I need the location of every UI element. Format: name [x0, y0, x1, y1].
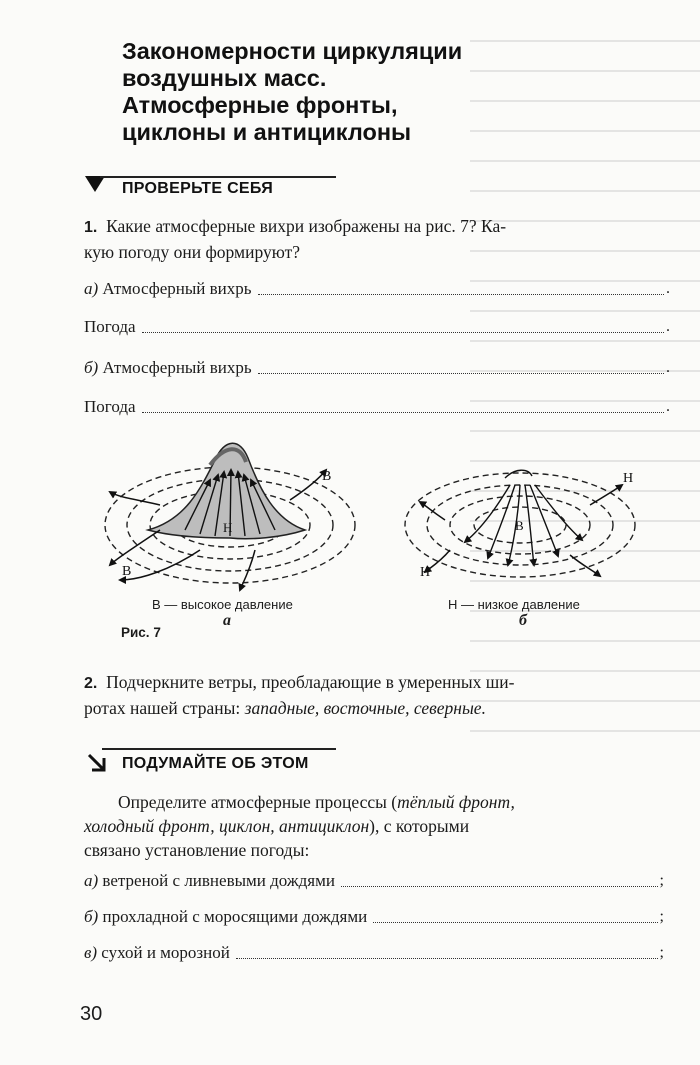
question-text-line2: ротах нашей страны:: [84, 698, 241, 718]
line-end: ;: [659, 908, 664, 925]
intro-text: Определите атмосферные процессы (: [118, 792, 398, 812]
figure-letter-a: а: [223, 612, 231, 629]
title-line-2: воздушных масс.: [122, 65, 327, 91]
answer-label: ветреной с ливневыми дождями: [102, 871, 335, 890]
question-number: 1.: [84, 219, 98, 236]
line-end: .: [666, 398, 670, 415]
answer-row-b-weather[interactable]: [84, 396, 670, 418]
answer-label: Погода: [84, 397, 136, 416]
answer-row-cool[interactable]: [84, 906, 664, 928]
line-end: ;: [659, 944, 664, 961]
item-marker: а): [84, 871, 99, 890]
line-end: .: [666, 359, 670, 376]
answer-row-windy[interactable]: [84, 870, 664, 892]
title-line-3: Атмосферные фронты,: [122, 92, 398, 118]
question-1: [84, 214, 674, 264]
anticyclone-diagram: [105, 443, 355, 590]
label-V-left: В: [122, 564, 132, 579]
answer-dotted-line[interactable]: [373, 921, 657, 923]
item-marker: в): [84, 943, 98, 962]
item-marker: б): [84, 358, 99, 377]
figure-label: Рис. 7: [121, 625, 161, 640]
title-line-4: циклоны и антициклоны: [122, 119, 412, 145]
page-number: 30: [80, 1003, 103, 1025]
label-V-right: В: [322, 469, 332, 484]
answer-label: сухой и морозной: [101, 943, 230, 962]
question-number: 2.: [84, 675, 98, 692]
figure-7-vortices: [90, 430, 670, 605]
answer-label: Погода: [84, 317, 136, 336]
answer-dotted-line[interactable]: [258, 372, 664, 374]
label-V-center: В: [515, 518, 524, 533]
answer-dotted-line[interactable]: [142, 331, 664, 333]
task-intro: [84, 790, 674, 862]
question-2: [84, 670, 674, 720]
answer-dotted-line[interactable]: [236, 957, 658, 959]
question-text-line2: кую погоду они формируют?: [84, 242, 300, 262]
label-N-dome: Н: [223, 520, 233, 535]
caption-low-pressure: Н — низкое давление: [448, 597, 580, 612]
intro-italic: холодный фронт, циклон, антициклон: [84, 816, 370, 836]
intro-text: ), с которыми: [369, 816, 470, 836]
cyclone-diagram: [405, 470, 635, 580]
section-rule: [102, 748, 336, 750]
answer-label: Атмосферный вихрь: [102, 358, 252, 377]
question-text-line1: Какие атмосферные вихри изображены на рис. 7? Ка-: [106, 216, 507, 236]
line-end: .: [666, 318, 670, 335]
caption-high-pressure: В — высокое давление: [152, 597, 293, 612]
section-rule: [100, 176, 336, 178]
wind-options[interactable]: западные, восточные, северные.: [244, 698, 486, 718]
title-line-1: Закономерности циркуляции: [122, 38, 463, 64]
page-title: [122, 38, 542, 146]
figure-letter-b: б: [519, 612, 527, 629]
answer-dotted-line[interactable]: [341, 885, 658, 887]
answer-dotted-line[interactable]: [142, 411, 664, 413]
answer-label: прохладной с моросящими дождями: [102, 907, 368, 926]
section-heading-think: ПОДУМАЙТЕ ОБ ЭТОМ: [122, 755, 309, 772]
question-text-line1: Подчеркните ветры, преобладающие в умеренных ши-: [106, 672, 515, 692]
answer-row-b-vortex[interactable]: [84, 357, 670, 379]
answer-dotted-line[interactable]: [258, 293, 664, 295]
label-N-left: Н: [420, 565, 431, 580]
item-marker: б): [84, 907, 99, 926]
answer-row-a-vortex[interactable]: [84, 278, 670, 300]
label-N-right: Н: [623, 471, 634, 486]
item-marker: а): [84, 279, 99, 298]
answer-row-a-weather[interactable]: [84, 316, 670, 338]
section-heading-check: ПРОВЕРЬТЕ СЕБЯ: [122, 180, 274, 197]
arrow-down-right-icon: [86, 752, 108, 774]
line-end: .: [666, 280, 670, 297]
intro-italic: тёплый фронт,: [397, 792, 515, 812]
answer-row-dry[interactable]: [84, 942, 664, 964]
answer-label: Атмосферный вихрь: [102, 279, 252, 298]
intro-text: связано установление погоды:: [84, 840, 310, 860]
line-end: ;: [659, 872, 664, 889]
